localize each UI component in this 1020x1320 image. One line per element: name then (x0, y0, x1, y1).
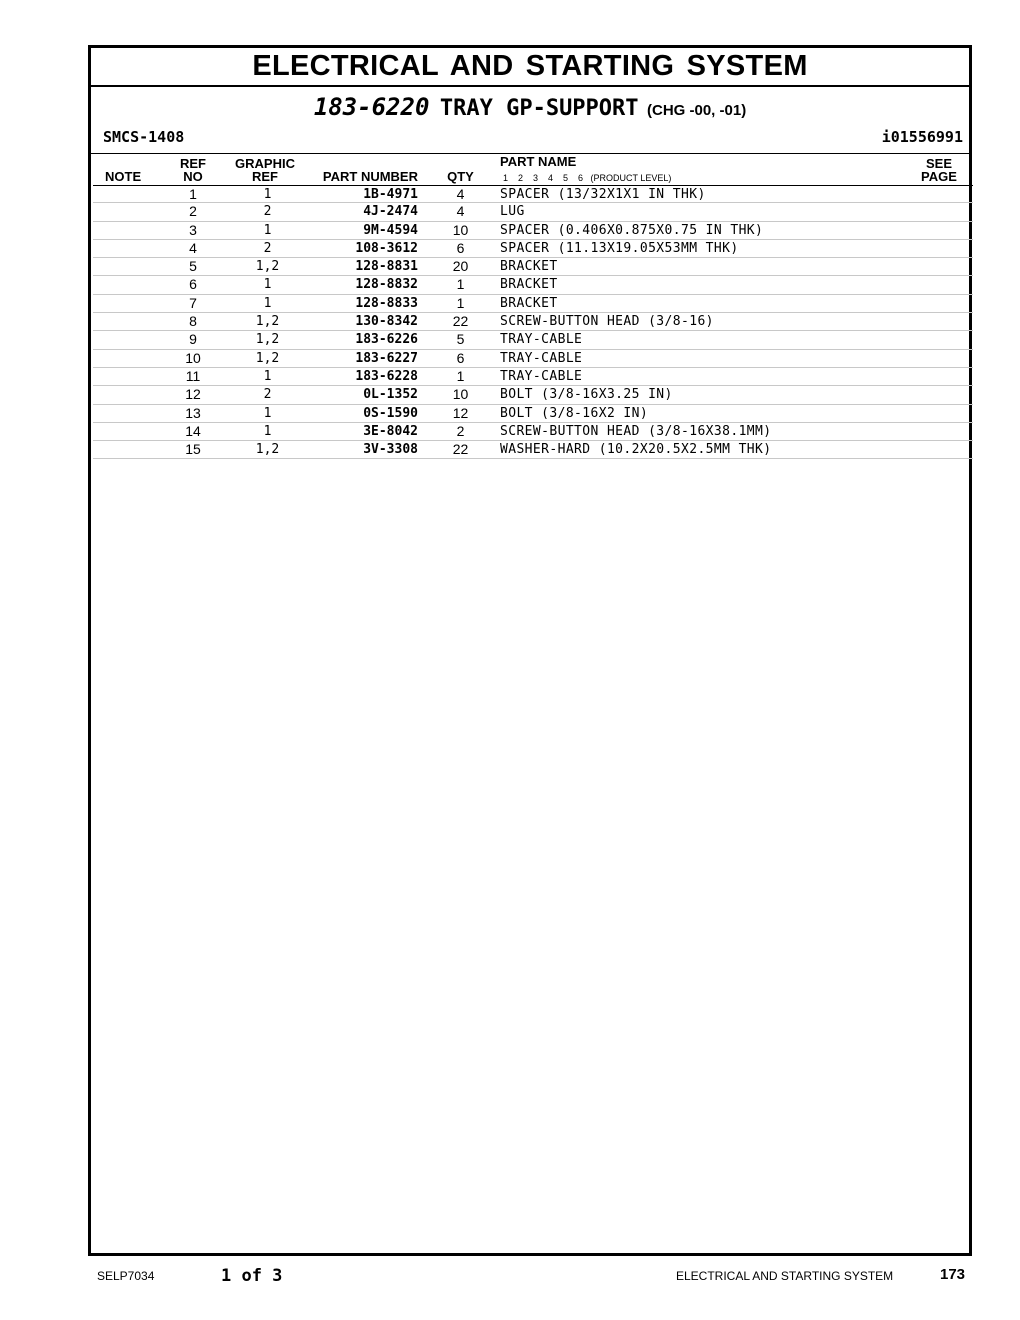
group-name: TRAY GP-SUPPORT (439, 96, 639, 121)
part-number: 1B-4971 (363, 187, 418, 202)
table-row (93, 222, 973, 240)
footer-document-number: SELP7034 (97, 1269, 155, 1283)
parts-table (93, 185, 973, 459)
quantity: 4 (456, 186, 465, 202)
part-name: LUG (500, 204, 525, 220)
group-change-level: (CHG -00, -01) (647, 102, 747, 119)
part-name: BRACKET (500, 295, 558, 311)
quantity: 12 (452, 404, 469, 421)
col-graphic-bottom: REF (252, 169, 278, 184)
part-number: 108-3612 (355, 240, 418, 256)
part-number: 128-8833 (355, 295, 418, 311)
table-row (93, 350, 973, 368)
table-row (93, 405, 973, 423)
ref-number: 5 (189, 258, 197, 275)
table-row (93, 203, 973, 221)
graphic-ref: 1 (263, 277, 272, 293)
table-row (93, 258, 973, 276)
graphic-ref: 1,2 (255, 442, 280, 458)
footer-page-number: 173 (940, 1266, 966, 1283)
graphic-ref: 1 (263, 222, 272, 238)
table-row (93, 276, 973, 294)
part-name: BOLT (3/8-16X2 IN) (500, 405, 649, 421)
quantity: 2 (456, 422, 465, 439)
page-footer (0, 1266, 1020, 1290)
col-part-number: PART NUMBER (322, 169, 418, 184)
quantity: 10 (452, 221, 469, 238)
ref-number: 11 (185, 367, 201, 384)
part-number: 183-6226 (355, 332, 418, 348)
col-qty: QTY (447, 169, 474, 184)
quantity: 6 (456, 349, 465, 366)
part-number: 0S-1590 (363, 405, 418, 421)
graphic-ref: 1 (263, 187, 272, 202)
ref-number: 15 (185, 441, 201, 458)
col-note: NOTE (105, 169, 142, 184)
graphic-ref: 1 (263, 295, 272, 311)
table-row (93, 368, 973, 386)
part-name: SPACER (11.13X19.05X53MM THK) (500, 240, 739, 256)
graphic-ref: 1 (263, 423, 272, 439)
part-number: 9M-4594 (363, 222, 418, 238)
graphic-ref: 1,2 (255, 332, 280, 348)
table-row (93, 185, 973, 203)
quantity: 5 (456, 331, 465, 348)
part-number: 183-6228 (355, 368, 418, 384)
illustration-id: i01556991 (881, 128, 963, 146)
quantity: 6 (456, 239, 465, 256)
col-product-levels: 1 2 3 4 5 6 (PRODUCT LEVEL) (503, 173, 672, 183)
graphic-ref: 2 (263, 240, 272, 256)
part-number: 130-8342 (355, 314, 418, 330)
table-row (93, 423, 973, 441)
part-name: WASHER-HARD (10.2X20.5X2.5MM THK) (500, 442, 772, 458)
col-see-bottom: PAGE (921, 169, 957, 184)
table-row (93, 240, 973, 258)
part-number: 3E-8042 (363, 423, 418, 439)
part-number: 0L-1352 (363, 387, 418, 403)
part-number: 3V-3308 (363, 442, 418, 458)
part-name: BRACKET (500, 259, 558, 275)
ref-number: 13 (185, 404, 201, 421)
quantity: 20 (452, 258, 469, 275)
table-row (93, 331, 973, 349)
footer-page-of: 1 of 3 (221, 1266, 283, 1286)
part-name: TRAY-CABLE (500, 368, 583, 384)
ref-number: 7 (189, 294, 197, 311)
ref-number: 10 (185, 349, 201, 366)
quantity: 1 (456, 367, 465, 384)
graphic-ref: 2 (263, 387, 272, 403)
quantity: 1 (456, 276, 465, 293)
table-row (93, 295, 973, 313)
section-title: ELECTRICAL AND STARTING SYSTEM (91, 48, 969, 87)
ref-number: 9 (189, 331, 197, 348)
quantity: 1 (456, 294, 465, 311)
graphic-ref: 1 (263, 405, 272, 421)
table-row (93, 441, 973, 459)
footer-section-title: ELECTRICAL AND STARTING SYSTEM (676, 1269, 894, 1283)
ref-number: 6 (189, 276, 197, 293)
part-name: SPACER (13/32X1X1 IN THK) (500, 187, 706, 202)
part-number: 183-6227 (355, 350, 418, 366)
graphic-ref: 1,2 (255, 314, 280, 330)
quantity: 22 (452, 441, 469, 458)
col-see-top: SEE (925, 156, 952, 171)
ref-number: 12 (185, 386, 201, 403)
part-name: BOLT (3/8-16X3.25 IN) (500, 387, 673, 403)
ref-number: 3 (189, 221, 197, 238)
ref-number: 14 (185, 422, 201, 439)
graphic-ref: 1,2 (255, 259, 280, 275)
part-name: SCREW-BUTTON HEAD (3/8-16X38.1MM) (500, 423, 772, 439)
group-number: 183-6220 (313, 93, 430, 121)
part-name: TRAY-CABLE (500, 350, 583, 366)
part-name: SCREW-BUTTON HEAD (3/8-16) (500, 314, 714, 330)
table-row (93, 313, 973, 331)
smcs-code: SMCS-1408 (103, 128, 185, 146)
quantity: 22 (452, 313, 469, 330)
ref-number: 2 (189, 203, 197, 220)
parts-list-frame (88, 45, 972, 1256)
part-number: 4J-2474 (363, 204, 418, 220)
graphic-ref: 1 (263, 368, 272, 384)
graphic-ref: 2 (263, 204, 272, 220)
ref-number: 4 (189, 239, 197, 256)
quantity: 4 (456, 203, 465, 220)
part-name: SPACER (0.406X0.875X0.75 IN THK) (500, 222, 764, 238)
group-heading (91, 93, 969, 121)
part-number: 128-8832 (355, 277, 418, 293)
col-graphic-top: GRAPHIC (235, 156, 295, 171)
quantity: 10 (452, 386, 469, 403)
col-part-name: PART NAME (500, 154, 577, 169)
part-name: TRAY-CABLE (500, 332, 583, 348)
table-row (93, 386, 973, 404)
ref-number: 8 (189, 313, 197, 330)
part-name: BRACKET (500, 277, 558, 293)
graphic-ref: 1,2 (255, 350, 280, 366)
col-ref-bottom: NO (183, 169, 203, 184)
part-number: 128-8831 (355, 259, 418, 275)
ref-number: 1 (189, 186, 197, 202)
col-ref-top: REF (180, 156, 206, 171)
